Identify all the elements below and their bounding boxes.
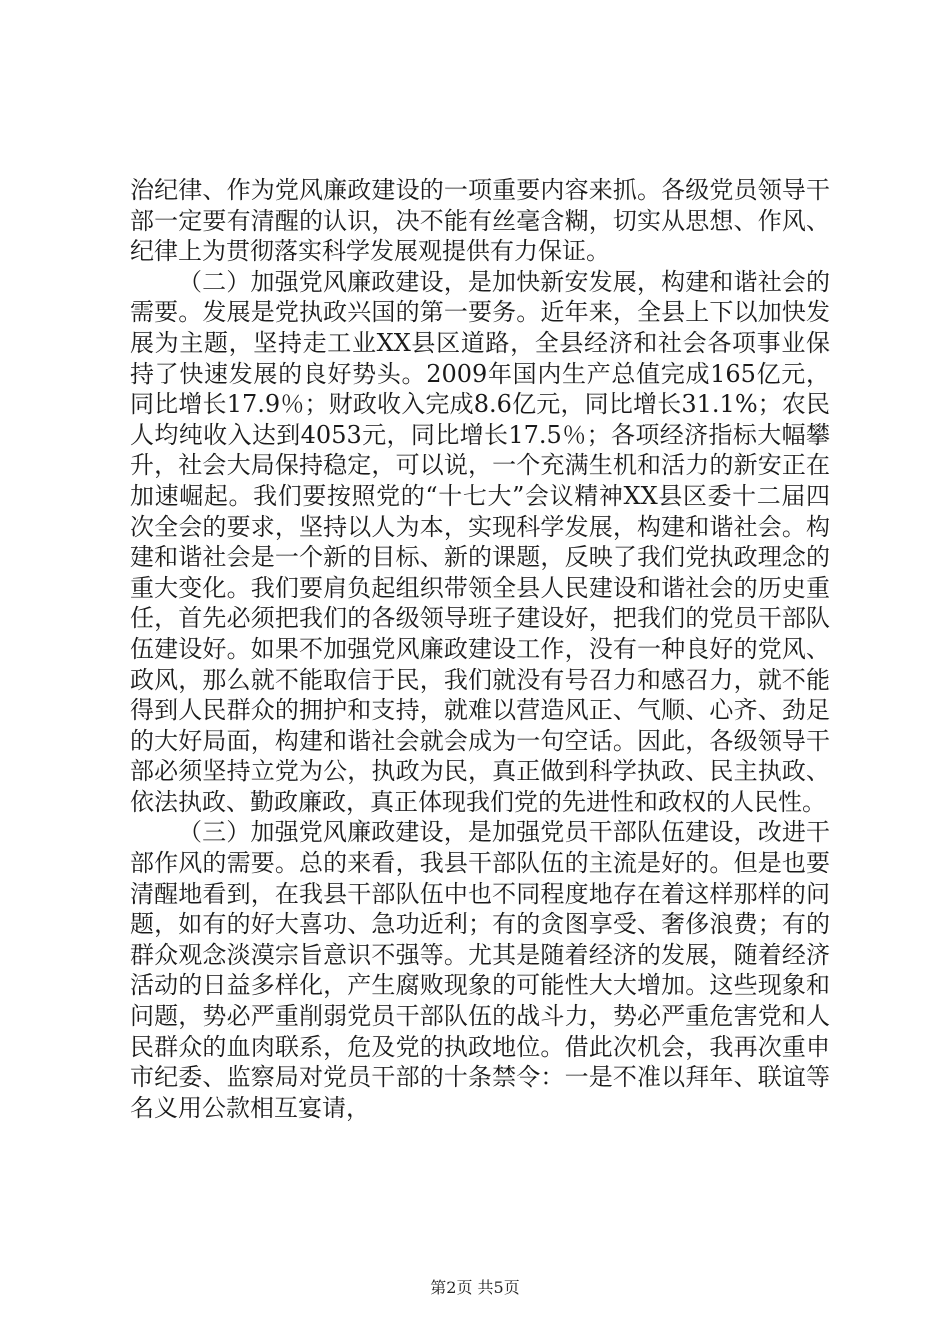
page-footer: 第2页 共5页 [430,1278,520,1297]
paragraph-section-three: （三）加强党风廉政建设，是加强党员干部队伍建设，改进干部作风的需要。总的来看，我县干部队伍的主流是好的。但是也要清醒地看到，在我县干部队伍中也不同程度地存在着这样那样的问题，如有的好大喜功、急功近利；有的贪图享受、奢侈浪费；有的群众观念淡漠宗旨意识不强等。尤其是随着经济的发展，随着经济活动的日益多样化，产生腐败现象的可能性大大增加。这些现象和问题，势必严重削弱党员干部队伍的战斗力，势必严重危害党和人民群众的血肉联系，危及党的执政地位。借此次机会，我再次重申市纪委、监察局对党员干部的十条禁令：一是不准以拜年、联谊等名义用公款相互宴请， [130,818,830,1122]
paragraph-continuation: 治纪律、作为党风廉政建设的一项重要内容来抓。各级党员领导干部一定要有清醒的认识，决不能有丝毫含糊，切实从思想、作风、纪律上为贯彻落实科学发展观提供有力保证。 [130,176,830,266]
document-body [130,175,830,1123]
paragraph-section-two: （二）加强党风廉政建设，是加快新安发展，构建和谐社会的需要。发展是党执政兴国的第一要务。近年来，全县上下以加快发展为主题，坚持走工业XX县区道路，全县经济和社会各项事业保持了快速发展的良好势头。2009年国内生产总值完成165亿元，同比增长17.9％；财政收入完成8.6亿元，同比增长31.1%；农民人均纯收入达到4053元，同比增长17.5％；各项经济指标大幅攀升，社会大局保持稳定，可以说，一个充满生机和活力的新安正在加速崛起。我们要按照党的“十七大”会议精神XX县区委十二届四次全会的要求，坚持以人为本，实现科学发展，构建和谐社会。构建和谐社会是一个新的目标、新的课题，反映了我们党执政理念的重大变化。我们要肩负起组织带领全县人民建设和谐社会的历史重任，首先必须把我们的各级领导班子建设好，把我们的党员干部队伍建设好。如果不加强党风廉政建设工作，没有一种良好的党风、政风，那么就不能取信于民，我们就没有号召力和感召力，就不能得到人民群众的拥护和支持，就难以营造风正、气顺、心齐、劲足的大好局面，构建和谐社会就会成为一句空话。因此，各级领导干部必须坚持立党为公，执政为民，真正做到科学执政、民主执政、依法执政、勤政廉政，真正体现我们党的先进性和政权的人民性。 [130,267,830,816]
